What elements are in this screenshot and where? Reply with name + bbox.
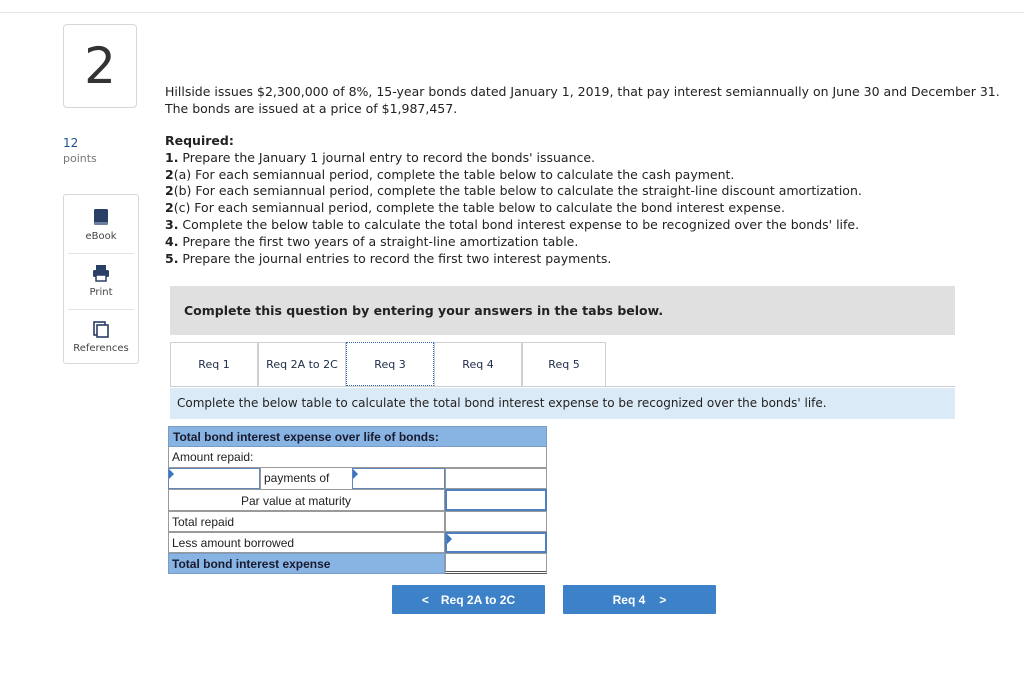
tab-req-2a-to-2c[interactable]: Req 2A to 2C [258, 342, 346, 386]
references-icon [91, 319, 111, 339]
total-expense-label: Total bond interest expense [172, 557, 331, 571]
instructions-banner: Complete this question by entering your answers in the tabs below. [170, 286, 955, 335]
par-value-label-cell [168, 489, 445, 511]
required-item-text: Prepare the journal entries to record the first two interest payments. [178, 250, 612, 266]
chevron-right-icon: > [659, 592, 667, 607]
problem-line-2: The bonds are issued at a price of $1,987,457. [165, 101, 458, 116]
required-item-number: 1. [165, 149, 179, 165]
table-header: Total bond interest expense over life of bonds: [168, 426, 547, 447]
payment-amount-input[interactable] [352, 468, 445, 489]
required-item-number: 5. [165, 250, 179, 266]
required-item-text: Prepare the first two years of a straight-line amortization table. [178, 233, 579, 249]
tab-req-1[interactable]: Req 1 [170, 342, 258, 386]
tab-req-5[interactable]: Req 5 [522, 342, 606, 386]
required-item-text: Prepare the January 1 journal entry to record the bonds' issuance. [178, 149, 596, 165]
total-expense-input[interactable] [445, 553, 547, 574]
required-item-text: (a) For each semiannual period, complete the table below to calculate the cash payment. [173, 166, 735, 182]
print-label: Print [89, 287, 113, 298]
previous-tab-button[interactable] [392, 585, 545, 614]
question-number [63, 24, 137, 108]
references-button[interactable] [64, 309, 138, 365]
amount-repaid-label: Amount repaid: [172, 450, 254, 464]
required-item [165, 167, 1020, 184]
next-tab-button[interactable] [563, 585, 716, 614]
payment-count-input[interactable] [168, 468, 260, 489]
required-item-number: 2 [165, 200, 174, 216]
input-marker-icon [169, 469, 174, 479]
references-label: References [73, 343, 129, 354]
tab-divider [170, 386, 955, 387]
required-item [165, 217, 1020, 234]
required-item [165, 200, 1020, 217]
required-item [165, 150, 1020, 167]
print-button[interactable] [64, 253, 138, 309]
input-marker-icon [447, 534, 452, 544]
required-item [165, 251, 1020, 268]
less-borrowed-input[interactable] [445, 532, 547, 553]
par-value-input[interactable] [445, 489, 547, 511]
problem-line-1: Hillside issues $2,300,000 of 8%, 15-year bonds dated January 1, 2019, that pay interest semiannually on June 30 and December 31. [165, 84, 1000, 99]
amount-repaid-row [168, 447, 547, 468]
problem-statement [165, 83, 1020, 117]
payment-total-cell [445, 468, 547, 489]
required-item-number: 2 [165, 183, 174, 199]
required-item-number: 2 [165, 166, 174, 182]
total-repaid-label-cell [168, 511, 445, 532]
points-label: points [63, 152, 97, 165]
required-item-text: (b) For each semiannual period, complete the table below to calculate the straight-line discount amortization. [173, 183, 862, 199]
tab-req-3[interactable]: Req 3 [346, 342, 434, 386]
ebook-button[interactable] [64, 197, 138, 253]
required-item [165, 183, 1020, 200]
required-item-text: (c) For each semiannual period, complete the table below to calculate the bond interest expense. [173, 200, 785, 216]
total-repaid-input[interactable] [445, 511, 547, 532]
less-borrowed-label-cell [168, 532, 445, 553]
required-section [165, 133, 1020, 267]
input-marker-icon [353, 469, 358, 479]
chevron-left-icon: < [421, 592, 429, 607]
top-divider [0, 12, 1024, 13]
next-tab-label: Req 4 [612, 592, 646, 607]
total-expense-label-cell [168, 553, 445, 574]
tab-req-4[interactable]: Req 4 [434, 342, 522, 386]
book-icon [91, 207, 111, 227]
required-item [165, 234, 1020, 251]
less-borrowed-label: Less amount borrowed [172, 536, 295, 550]
tab-instruction: Complete the below table to calculate the total bond interest expense to be recognized over the bonds' life. [170, 388, 955, 419]
payments-of-label: payments of [264, 471, 330, 485]
ebook-label: eBook [85, 231, 117, 242]
question-number-text: 2 [84, 37, 116, 95]
payments-of-cell [260, 468, 352, 489]
previous-tab-label: Req 2A to 2C [440, 592, 516, 607]
printer-icon [91, 263, 111, 283]
required-item-text: Complete the below table to calculate the total bond interest expense to be recognized over the bonds' life. [178, 216, 860, 232]
tools-panel [63, 194, 139, 364]
required-item-number: 3. [165, 216, 179, 232]
required-item-number: 4. [165, 233, 179, 249]
required-title: Required: [165, 133, 234, 148]
points-value: 12 [63, 136, 79, 150]
par-value-label: Par value at maturity [241, 494, 352, 508]
total-repaid-label: Total repaid [172, 515, 235, 529]
